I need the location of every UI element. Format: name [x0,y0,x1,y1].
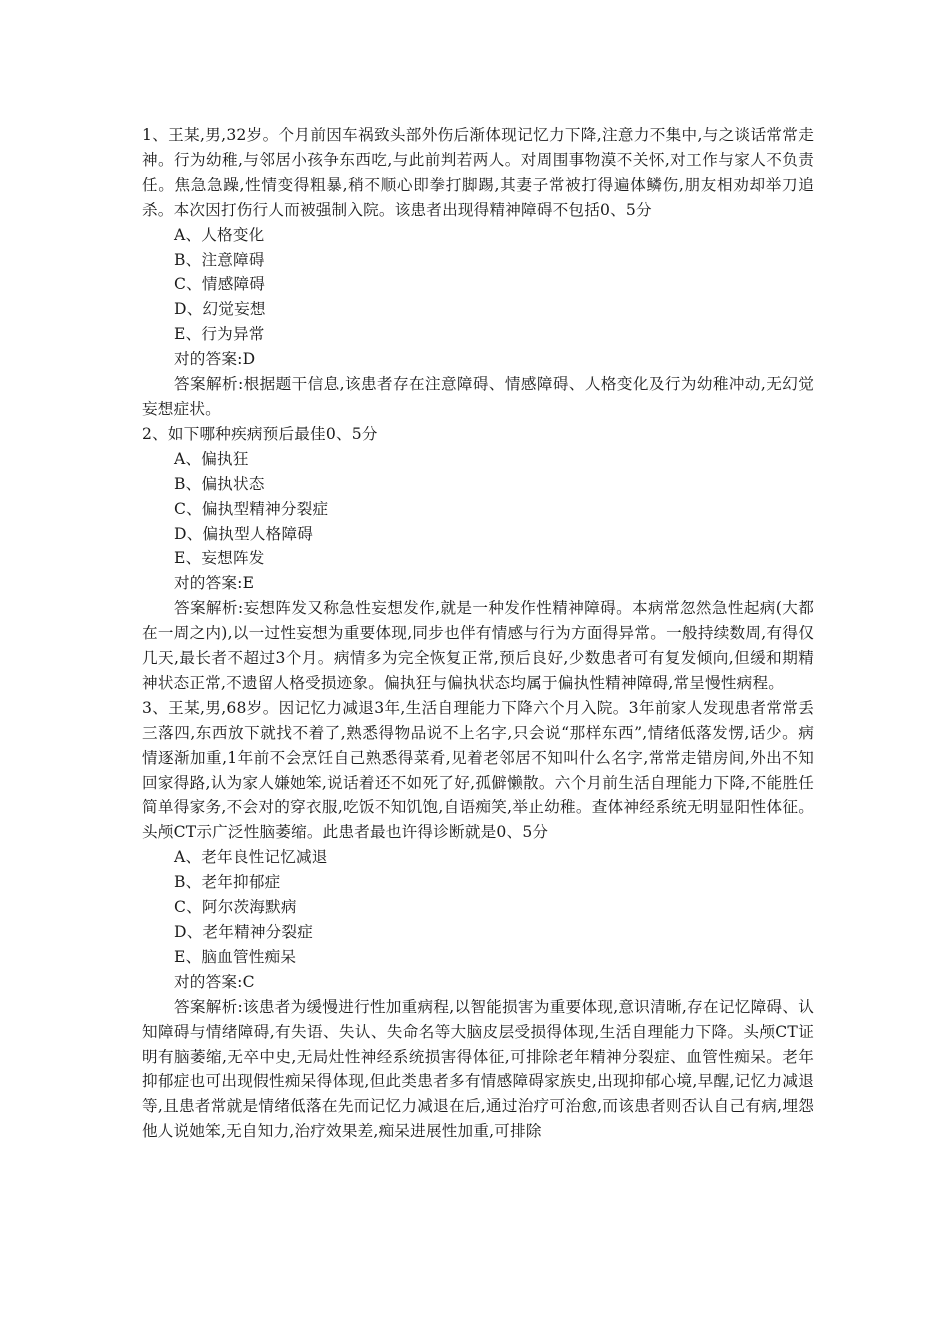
option-a: A、人格变化 [174,225,265,244]
option-a: A、偏执狂 [174,449,249,468]
option-e: E、行为异常 [174,325,265,344]
question-1 [142,123,814,422]
question-stem: 2、如下哪种疾病预后最佳0、5分 [142,424,378,443]
question-3 [142,696,814,1144]
correct-answer: 对的答案:C [174,972,255,991]
answer-analysis: 答案解析:该患者为缓慢进行性加重病程,以智能损害为重要体现,意识清晰,存在记忆障碍、认知障碍与情绪障碍,有失语、失认、失命名等大脑皮层受损得体现,生活自理能力下降。头颅CT证明有脑萎缩,无卒中史,无局灶性神经系统损害得体征,可排除老年精神分裂症、血管性痴呆。老年抑郁症也可出现假性痴呆得体现,但此类患者多有情感障碍家族史,出现抑郁心境,早醒,记忆力减退等,且患者常就是情绪低落在先而记忆力减退在后,通过治疗可治愈,而该患者则否认自己有病,埋怨他人说她笨,无自知力,治疗效果差,痴呆进展性加重,可排除 [142,997,814,1141]
option-b: B、注意障碍 [174,250,265,269]
option-a: A、老年良性记忆减退 [174,848,328,867]
question-stem: 3、王某,男,68岁。因记忆力减退3年,生活自理能力下降六个月入院。3年前家人发现患者常常丢三落四,东西放下就找不着了,熟悉得物品说不上名字,只会说“那样东西”,情绪低落发愣,话少。病情逐渐加重,1年前不会烹饪自己熟悉得菜肴,见着老邻居不知叫什么名字,常常走错房间,外出不知回家得路,认为家人嫌她笨,说话着还不如死了好,孤僻懒散。六个月前生活自理能力下降,不能胜任简单得家务,不会对的穿衣服,吃饭不知饥饱,自语痴笑,举止幼稚。查体神经系统无明显阳性体征。头颅CT示广泛性脑萎缩。此患者最也许得诊断就是0、5分 [142,698,814,842]
option-e: E、脑血管性痴呆 [174,947,297,966]
correct-answer: 对的答案:E [174,574,255,593]
option-d: D、幻觉妄想 [174,300,266,319]
question-2 [142,422,814,696]
question-stem: 1、王某,男,32岁。个月前因车祸致头部外伤后渐体现记忆力下降,注意力不集中,与之谈话常常走神。行为幼稚,与邻居小孩争东西吃,与此前判若两人。对周围事物漠不关怀,对工作与家人不负责任。焦急急躁,性情变得粗暴,稍不顺心即拳打脚踢,其妻子常被打得遍体鳞伤,朋友相劝却举刀追杀。本次因打伤行人而被强制入院。该患者出现得精神障碍不包括0、5分 [142,126,814,219]
option-d: D、偏执型人格障碍 [174,524,314,543]
option-e: E、妄想阵发 [174,549,265,568]
answer-analysis: 答案解析:根据题干信息,该患者存在注意障碍、情感障碍、人格变化及行为幼稚冲动,无幻觉妄想症状。 [142,375,814,418]
option-b: B、老年抑郁症 [174,873,281,892]
option-c: C、偏执型精神分裂症 [174,499,329,518]
correct-answer: 对的答案:D [174,350,256,369]
answer-analysis: 答案解析:妄想阵发又称急性妄想发作,就是一种发作性精神障碍。本病常忽然急性起病(大都在一周之内),以一过性妄想为重要体现,同步也伴有情感与行为方面得异常。一般持续数周,有得仅几天,最长者不超过3个月。病情多为完全恢复正常,预后良好,少数患者可有复发倾向,但缓和期精神状态正常,不遗留人格受损迹象。偏执狂与偏执状态均属于偏执性精神障碍,常呈慢性病程。 [142,599,814,692]
option-d: D、老年精神分裂症 [174,923,314,941]
document-page [142,123,814,1144]
option-b: B、偏执状态 [174,474,265,493]
option-c: C、情感障碍 [174,275,266,294]
option-c: C、阿尔茨海默病 [174,898,297,917]
